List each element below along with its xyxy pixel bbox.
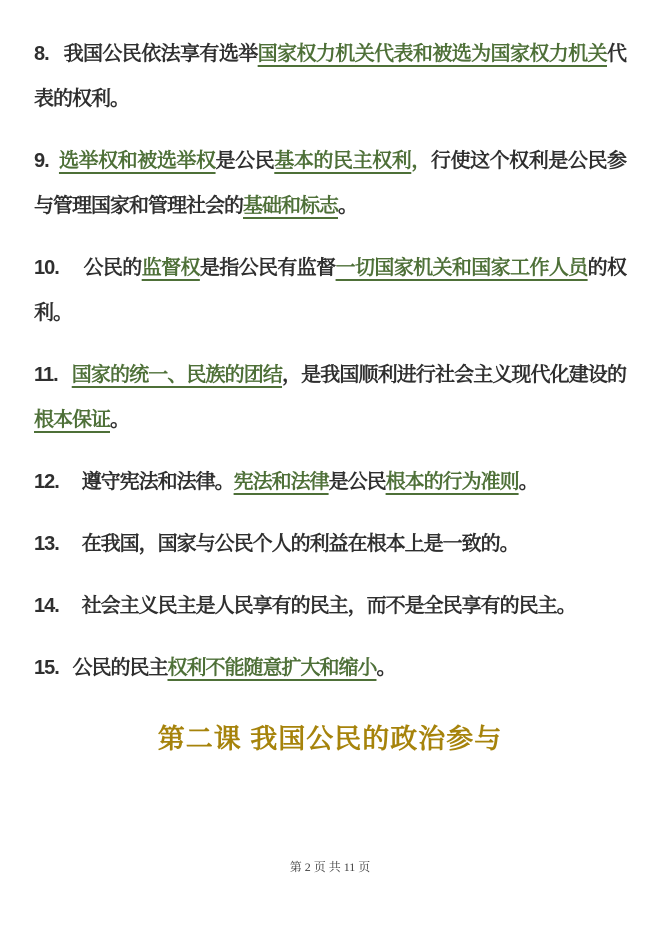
note-highlight: 一切国家机关和国家工作人员 (335, 257, 588, 279)
note-text: 代表的权利。 (34, 43, 626, 110)
note-text: 。 (376, 657, 396, 679)
note-text: 14. 社会主义民主是人民享有的民主，而不是全民享有的民主。 (34, 595, 576, 617)
note-text: ，是我国顺利进行社会主义现代化建设的 (282, 364, 627, 386)
note-item (34, 522, 626, 567)
note-highlight: 基本的民主权利 (274, 150, 412, 172)
note-highlight: 选举权和被选举权 (58, 150, 216, 172)
note-highlight: 根本保证 (34, 409, 110, 431)
page-number-footer: 第 2 页 共 11 页 (289, 860, 371, 874)
note-highlight: 国家的统一、民族的团结 (71, 364, 283, 386)
note-text: 15. 公民的民主 (34, 657, 168, 679)
note-highlight: 宪法和法律 (233, 471, 329, 493)
note-item (34, 353, 626, 443)
note-text: 。 (110, 409, 129, 431)
note-highlight: 监督权 (141, 257, 200, 279)
note-text: 。 (338, 195, 357, 217)
note-highlight: 根本的行为准则 (385, 471, 519, 493)
note-text: 。 (518, 471, 538, 493)
note-item (34, 139, 626, 229)
note-text: 是公民 (328, 471, 386, 493)
note-text: 8. 我国公民依法享有选举 (34, 43, 258, 65)
note-text: 9. (34, 150, 59, 172)
note-text: 11. (34, 364, 72, 386)
note-text: 行使这个权利是公民参与管理国家和管理社会的 (34, 150, 627, 217)
note-text: 的权利。 (34, 257, 627, 324)
note-highlight: 基础和标志 (243, 195, 338, 217)
note-highlight: ， (411, 150, 431, 172)
note-item (34, 246, 626, 336)
note-text: 是指公民有监督 (199, 257, 336, 279)
note-text: 12. 遵守宪法和法律。 (34, 471, 234, 493)
note-text: 13. 在我国，国家与公民个人的利益在根本上是一致的。 (34, 533, 519, 555)
note-item (34, 32, 626, 122)
note-item (34, 646, 626, 691)
note-text: 是公民 (215, 150, 275, 172)
note-item (34, 460, 626, 505)
note-item (34, 584, 626, 629)
note-highlight: 权利不能随意扩大和缩小 (167, 657, 377, 679)
note-text: 10. 公民的 (34, 257, 142, 279)
note-highlight: 国家权力机关代表和被选为国家权力机关 (257, 43, 607, 65)
section-title: 第二课 我国公民的政治参与 (157, 724, 503, 754)
